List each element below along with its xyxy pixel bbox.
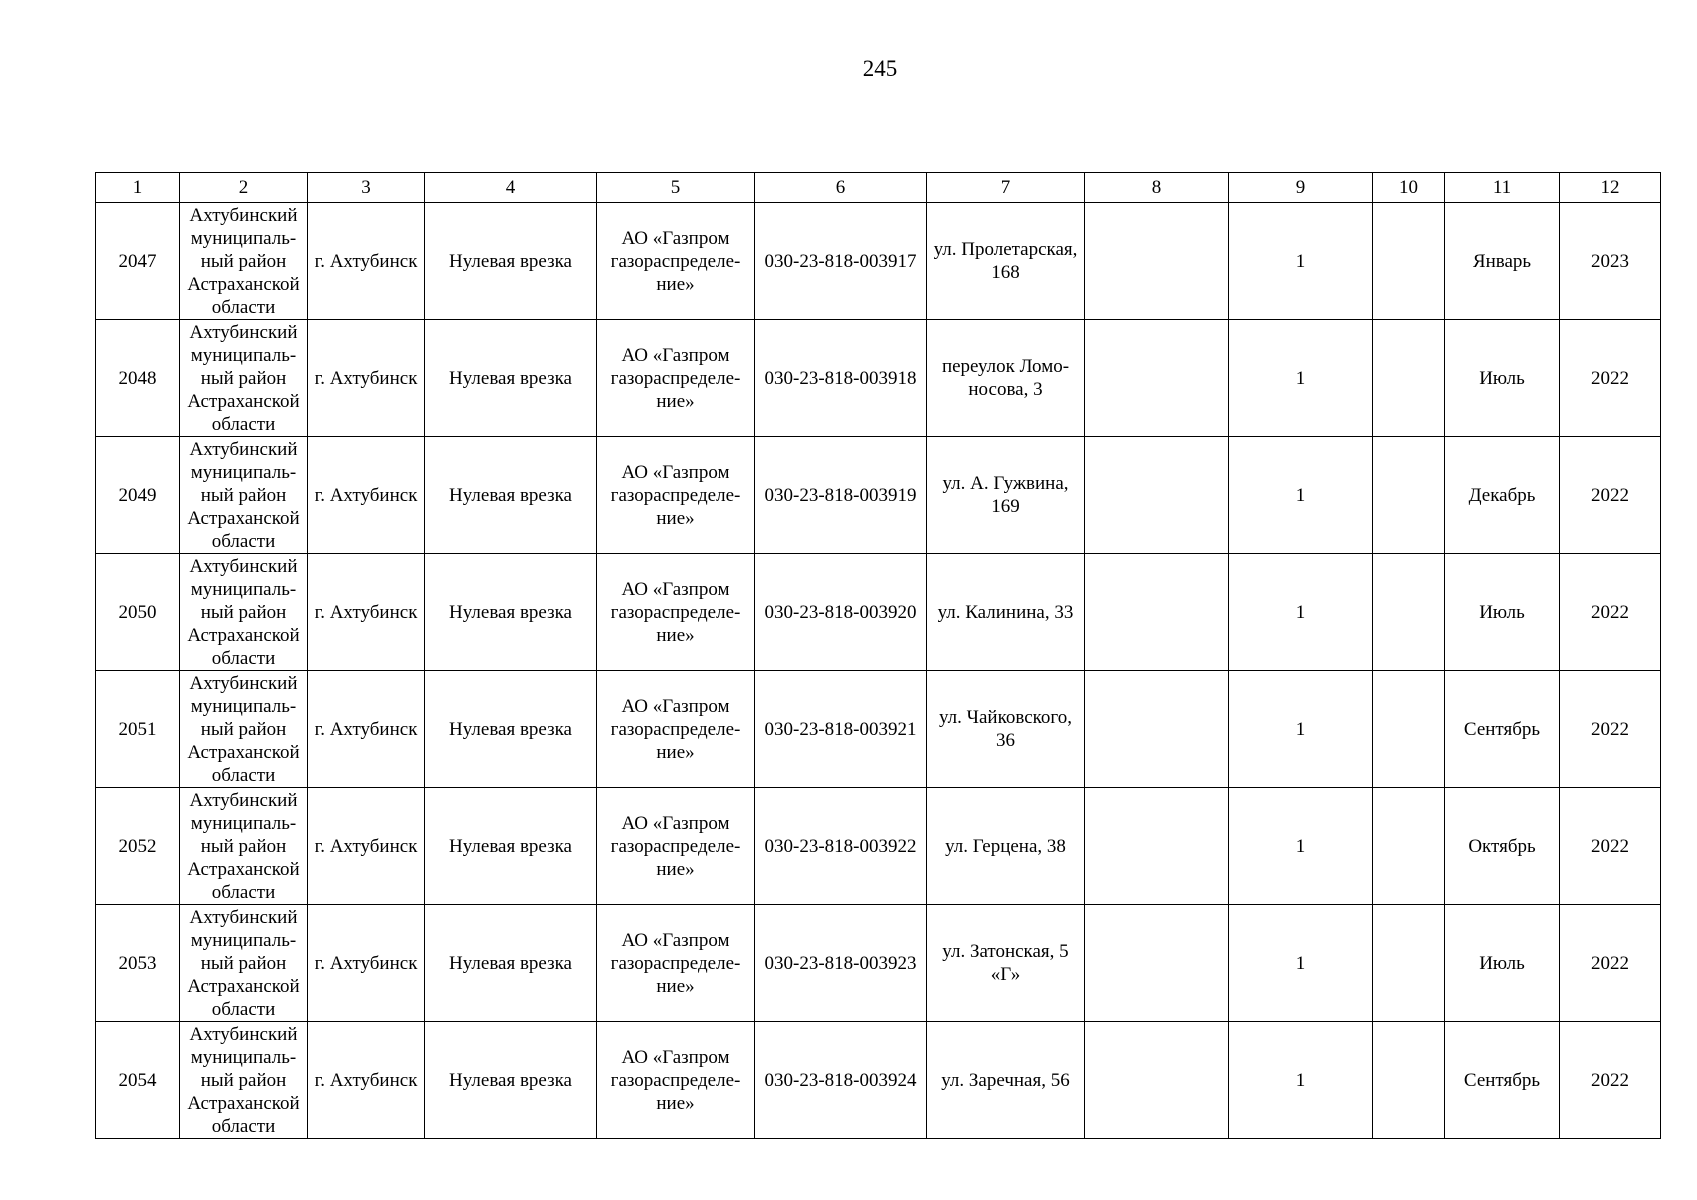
district-cell-line: Астраханской: [187, 858, 300, 880]
column-header-6: 6: [755, 173, 927, 203]
column-header-8: 8: [1085, 173, 1229, 203]
column-10-cell: [1373, 437, 1445, 554]
row-number-cell: 2054: [96, 1022, 180, 1139]
year-cell: 2022: [1560, 788, 1661, 905]
month-cell: Сентябрь: [1445, 1022, 1560, 1139]
year-cell: 2022: [1560, 554, 1661, 671]
city-cell: г. Ахтубинск: [308, 437, 425, 554]
address-cell-line: 168: [991, 262, 1020, 283]
district-cell-line: ный район: [200, 484, 287, 506]
district-cell: [180, 437, 308, 554]
object-code-cell: 030-23-818-003922: [755, 788, 927, 905]
district-cell-line: ный район: [200, 1069, 287, 1091]
connection-type-cell: Нулевая врезка: [425, 905, 597, 1022]
district-cell-line: муниципаль-: [190, 344, 297, 366]
connection-type-cell: Нулевая врезка: [425, 437, 597, 554]
district-cell-line: Ахтубинский: [189, 555, 298, 577]
address-cell: [927, 554, 1085, 671]
organization-cell-line: ние»: [656, 975, 695, 997]
column-8-cell: [1085, 320, 1229, 437]
organization-cell-line: газораспределе-: [610, 1069, 741, 1091]
column-10-cell: [1373, 203, 1445, 320]
column-8-cell: [1085, 203, 1229, 320]
organization-cell: [597, 320, 755, 437]
table-row: [96, 437, 1661, 554]
year-cell: 2022: [1560, 905, 1661, 1022]
organization-cell-line: ние»: [656, 741, 695, 763]
city-cell: г. Ахтубинск: [308, 203, 425, 320]
district-cell-line: Астраханской: [187, 1092, 300, 1114]
column-8-cell: [1085, 905, 1229, 1022]
object-code-cell: 030-23-818-003924: [755, 1022, 927, 1139]
district-cell-line: области: [211, 881, 276, 903]
city-cell: г. Ахтубинск: [308, 671, 425, 788]
district-cell-line: Астраханской: [187, 390, 300, 412]
row-number-cell: 2050: [96, 554, 180, 671]
district-cell-line: Ахтубинский: [189, 438, 298, 460]
count-cell: 1: [1229, 788, 1373, 905]
district-cell-line: Астраханской: [187, 741, 300, 763]
table-row: [96, 905, 1661, 1022]
district-cell-line: Ахтубинский: [189, 204, 298, 226]
column-10-cell: [1373, 905, 1445, 1022]
organization-cell-line: АО «Газпром: [621, 1046, 730, 1068]
table-row: [96, 203, 1661, 320]
district-cell-line: Ахтубинский: [189, 321, 298, 343]
organization-cell-line: газораспределе-: [610, 484, 741, 506]
organization-cell-line: ние»: [656, 390, 695, 412]
row-number-cell: 2051: [96, 671, 180, 788]
address-cell-line: переулок Ломо-: [941, 356, 1070, 377]
column-8-cell: [1085, 554, 1229, 671]
organization-cell-line: ние»: [656, 858, 695, 880]
organization-cell: [597, 554, 755, 671]
column-header-12: 12: [1560, 173, 1661, 203]
column-header-9: 9: [1229, 173, 1373, 203]
address-cell-line: ул. Заречная, 56: [941, 1069, 1070, 1091]
organization-cell: [597, 203, 755, 320]
column-number-row: [96, 173, 1661, 203]
organization-cell-line: АО «Газпром: [621, 812, 730, 834]
count-cell: 1: [1229, 320, 1373, 437]
connection-type-cell: Нулевая врезка: [425, 788, 597, 905]
object-code-cell: 030-23-818-003919: [755, 437, 927, 554]
connection-type-cell: Нулевая врезка: [425, 1022, 597, 1139]
address-cell-line: 36: [996, 730, 1015, 751]
year-cell: 2022: [1560, 437, 1661, 554]
table-row: [96, 788, 1661, 905]
column-header-10: 10: [1373, 173, 1445, 203]
count-cell: 1: [1229, 437, 1373, 554]
organization-cell: [597, 788, 755, 905]
count-cell: 1: [1229, 1022, 1373, 1139]
count-cell: 1: [1229, 203, 1373, 320]
district-cell-line: области: [211, 998, 276, 1020]
district-cell-line: ный район: [200, 367, 287, 389]
count-cell: 1: [1229, 554, 1373, 671]
district-cell-line: Астраханской: [187, 975, 300, 997]
district-cell-line: Ахтубинский: [189, 789, 298, 811]
object-code-cell: 030-23-818-003917: [755, 203, 927, 320]
column-10-cell: [1373, 320, 1445, 437]
organization-cell-line: ние»: [656, 1092, 695, 1114]
district-cell-line: ный район: [200, 835, 287, 857]
organization-cell: [597, 437, 755, 554]
organization-cell-line: газораспределе-: [610, 250, 741, 272]
count-cell: 1: [1229, 671, 1373, 788]
district-cell-line: ный район: [200, 952, 287, 974]
column-8-cell: [1085, 671, 1229, 788]
object-code-cell: 030-23-818-003921: [755, 671, 927, 788]
district-cell-line: Ахтубинский: [189, 1023, 298, 1045]
column-header-3: 3: [308, 173, 425, 203]
object-code-cell: 030-23-818-003920: [755, 554, 927, 671]
connection-type-cell: Нулевая врезка: [425, 671, 597, 788]
table-row: [96, 320, 1661, 437]
address-cell-line: носова, 3: [968, 379, 1043, 400]
year-cell: 2022: [1560, 671, 1661, 788]
organization-cell-line: АО «Газпром: [621, 344, 730, 366]
district-cell-line: области: [211, 296, 276, 318]
organization-cell-line: газораспределе-: [610, 835, 741, 857]
district-cell-line: муниципаль-: [190, 695, 297, 717]
address-cell-line: 169: [991, 496, 1020, 517]
month-cell: Октябрь: [1445, 788, 1560, 905]
connection-type-cell: Нулевая врезка: [425, 554, 597, 671]
organization-cell-line: АО «Газпром: [621, 695, 730, 717]
column-header-2: 2: [180, 173, 308, 203]
address-cell: [927, 437, 1085, 554]
address-cell: [927, 203, 1085, 320]
district-cell: [180, 788, 308, 905]
organization-cell-line: газораспределе-: [610, 952, 741, 974]
organization-cell-line: АО «Газпром: [621, 929, 730, 951]
district-cell-line: области: [211, 1115, 276, 1137]
object-code-cell: 030-23-818-003923: [755, 905, 927, 1022]
month-cell: Декабрь: [1445, 437, 1560, 554]
district-cell-line: Ахтубинский: [189, 906, 298, 928]
column-header-11: 11: [1445, 173, 1560, 203]
organization-cell: [597, 671, 755, 788]
district-cell-line: ный район: [200, 718, 287, 740]
registry-table: [95, 172, 1661, 1139]
organization-cell-line: АО «Газпром: [621, 578, 730, 600]
address-cell: [927, 671, 1085, 788]
page-number: 245: [862, 56, 898, 81]
column-header-7: 7: [927, 173, 1085, 203]
column-10-cell: [1373, 554, 1445, 671]
address-cell: [927, 788, 1085, 905]
row-number-cell: 2053: [96, 905, 180, 1022]
address-cell: [927, 320, 1085, 437]
month-cell: Июль: [1445, 320, 1560, 437]
address-cell-line: ул. Герцена, 38: [945, 835, 1066, 857]
row-number-cell: 2049: [96, 437, 180, 554]
address-cell-line: ул. Калинина, 33: [937, 601, 1074, 623]
organization-cell-line: газораспределе-: [610, 601, 741, 623]
count-cell: 1: [1229, 905, 1373, 1022]
district-cell-line: ный район: [200, 250, 287, 272]
district-cell: [180, 320, 308, 437]
district-cell-line: муниципаль-: [190, 1046, 297, 1068]
address-cell-line: ул. Пролетарская,: [933, 239, 1078, 260]
district-cell-line: Астраханской: [187, 624, 300, 646]
row-number-cell: 2052: [96, 788, 180, 905]
district-cell: [180, 203, 308, 320]
district-cell-line: области: [211, 530, 276, 552]
row-number-cell: 2047: [96, 203, 180, 320]
district-cell: [180, 671, 308, 788]
column-header-4: 4: [425, 173, 597, 203]
address-cell: [927, 1022, 1085, 1139]
organization-cell-line: ние»: [656, 624, 695, 646]
year-cell: 2023: [1560, 203, 1661, 320]
address-cell: [927, 905, 1085, 1022]
connection-type-cell: Нулевая врезка: [425, 320, 597, 437]
district-cell-line: области: [211, 647, 276, 669]
month-cell: Июль: [1445, 905, 1560, 1022]
column-10-cell: [1373, 1022, 1445, 1139]
organization-cell-line: газораспределе-: [610, 718, 741, 740]
column-8-cell: [1085, 1022, 1229, 1139]
district-cell-line: Астраханской: [187, 507, 300, 529]
table-row: [96, 1022, 1661, 1139]
district-cell-line: Астраханской: [187, 273, 300, 295]
table-row: [96, 671, 1661, 788]
organization-cell-line: АО «Газпром: [621, 227, 730, 249]
district-cell-line: Ахтубинский: [189, 672, 298, 694]
row-number-cell: 2048: [96, 320, 180, 437]
month-cell: Январь: [1445, 203, 1560, 320]
district-cell-line: муниципаль-: [190, 227, 297, 249]
district-cell-line: ный район: [200, 601, 287, 623]
address-cell-line: ул. А. Гужвина,: [942, 473, 1069, 494]
city-cell: г. Ахтубинск: [308, 320, 425, 437]
district-cell-line: муниципаль-: [190, 929, 297, 951]
column-8-cell: [1085, 437, 1229, 554]
district-cell: [180, 1022, 308, 1139]
address-cell-line: «Г»: [990, 964, 1021, 985]
organization-cell-line: АО «Газпром: [621, 461, 730, 483]
column-10-cell: [1373, 788, 1445, 905]
district-cell-line: области: [211, 413, 276, 435]
district-cell: [180, 905, 308, 1022]
column-header-5: 5: [597, 173, 755, 203]
table-row: [96, 554, 1661, 671]
organization-cell: [597, 905, 755, 1022]
month-cell: Сентябрь: [1445, 671, 1560, 788]
organization-cell-line: ние»: [656, 507, 695, 529]
organization-cell-line: газораспределе-: [610, 367, 741, 389]
organization-cell: [597, 1022, 755, 1139]
district-cell-line: муниципаль-: [190, 578, 297, 600]
column-10-cell: [1373, 671, 1445, 788]
object-code-cell: 030-23-818-003918: [755, 320, 927, 437]
district-cell-line: области: [211, 764, 276, 786]
district-cell-line: муниципаль-: [190, 812, 297, 834]
city-cell: г. Ахтубинск: [308, 554, 425, 671]
address-cell-line: ул. Чайковского,: [939, 707, 1072, 728]
city-cell: г. Ахтубинск: [308, 788, 425, 905]
month-cell: Июль: [1445, 554, 1560, 671]
city-cell: г. Ахтубинск: [308, 1022, 425, 1139]
district-cell: [180, 554, 308, 671]
district-cell-line: муниципаль-: [190, 461, 297, 483]
year-cell: 2022: [1560, 1022, 1661, 1139]
city-cell: г. Ахтубинск: [308, 905, 425, 1022]
address-cell-line: ул. Затонская, 5: [942, 941, 1069, 962]
organization-cell-line: ние»: [656, 273, 695, 295]
column-8-cell: [1085, 788, 1229, 905]
column-header-1: 1: [96, 173, 180, 203]
connection-type-cell: Нулевая врезка: [425, 203, 597, 320]
year-cell: 2022: [1560, 320, 1661, 437]
